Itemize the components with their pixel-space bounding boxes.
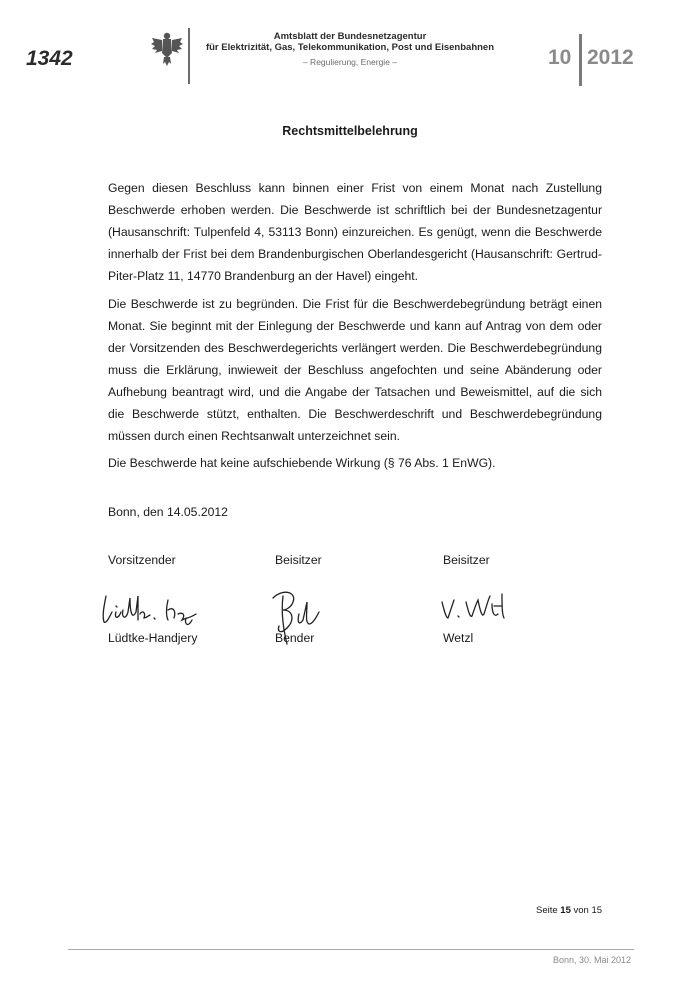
paragraph: Gegen diesen Beschluss kann binnen einer Frist von einem Monat nach Zustellung Beschwerde erhoben werden. Die Beschwerde ist schriftlich bei der Bundesnetzagentur (Hausanschrift: Tulpenfeld 4, 53113 Bonn) einzureichen. Es genügt, wenn die Beschwerde innerhalb der Frist bei dem Brandenburgischen Oberlandesgericht (Hausanschrift: Gertrud-Piter-Platz 11, 14770 Brandenburg an der Havel) eingeht. (108, 181, 602, 283)
signatory-role-chair: Vorsitzender (108, 553, 176, 567)
signatory-name: Lüdtke-Handjery (108, 631, 198, 645)
footer-date: Bonn, 30. Mai 2012 (553, 955, 632, 965)
gazette-title-line-1: Amtsblatt der Bundesnetzagentur (273, 31, 427, 42)
gazette-title-line-2: für Elektrizität, Gas, Telekommunikation, Post und Eisenbahnen (205, 42, 495, 53)
issue-year: 2012 (587, 46, 634, 69)
signatory-role-associate: Beisitzer (443, 553, 490, 567)
page-number: 1342 (26, 47, 73, 70)
signature-wetzl (436, 588, 526, 628)
page-total: 15 (591, 905, 603, 916)
paragraph: Die Beschwerde ist zu begründen. Die Frist für die Beschwerdebegründung beträgt einen Monat. Sie beginnt mit der Einlegung der Beschwerde und kann auf Antrag von dem oder der Vorsitzenden des Beschwerdegerichts verlängert werden. Die Beschwerdebegründung muss die Erklärung, inwieweit der Beschluss angefochten und seine Abänderung oder Aufhebung beantragt wird, und die Angabe der Tatsachen und Beweismittel, auf die sich die Beschwerde stützt, enthalten. Die Beschwerdeschrift und Beschwerdebegründung müssen durch einen Rechtsanwalt unterzeichnet sein. (108, 297, 602, 443)
paragraph: Die Beschwerde hat keine aufschiebende Wirkung (§ 76 Abs. 1 EnWG). (108, 456, 496, 470)
document-heading: Rechtsmittelbelehrung (282, 124, 418, 138)
issue-separator (579, 34, 582, 86)
gazette-title (190, 31, 510, 53)
gazette-subtitle: – Regulierung, Energie – (302, 57, 398, 67)
signatory-name: Wetzl (443, 631, 474, 645)
date-line: Bonn, den 14.05.2012 (108, 505, 228, 519)
signature-luedtke (96, 588, 216, 632)
page-current: 15 (560, 905, 571, 916)
page-count: Seite 15 von 15 (536, 905, 603, 916)
signatory-role-associate: Beisitzer (275, 553, 322, 567)
federal-eagle-icon (150, 31, 184, 67)
issue-number: 10 (548, 46, 572, 69)
signatory-name: Bender (275, 631, 315, 645)
footer-rule (68, 949, 634, 950)
